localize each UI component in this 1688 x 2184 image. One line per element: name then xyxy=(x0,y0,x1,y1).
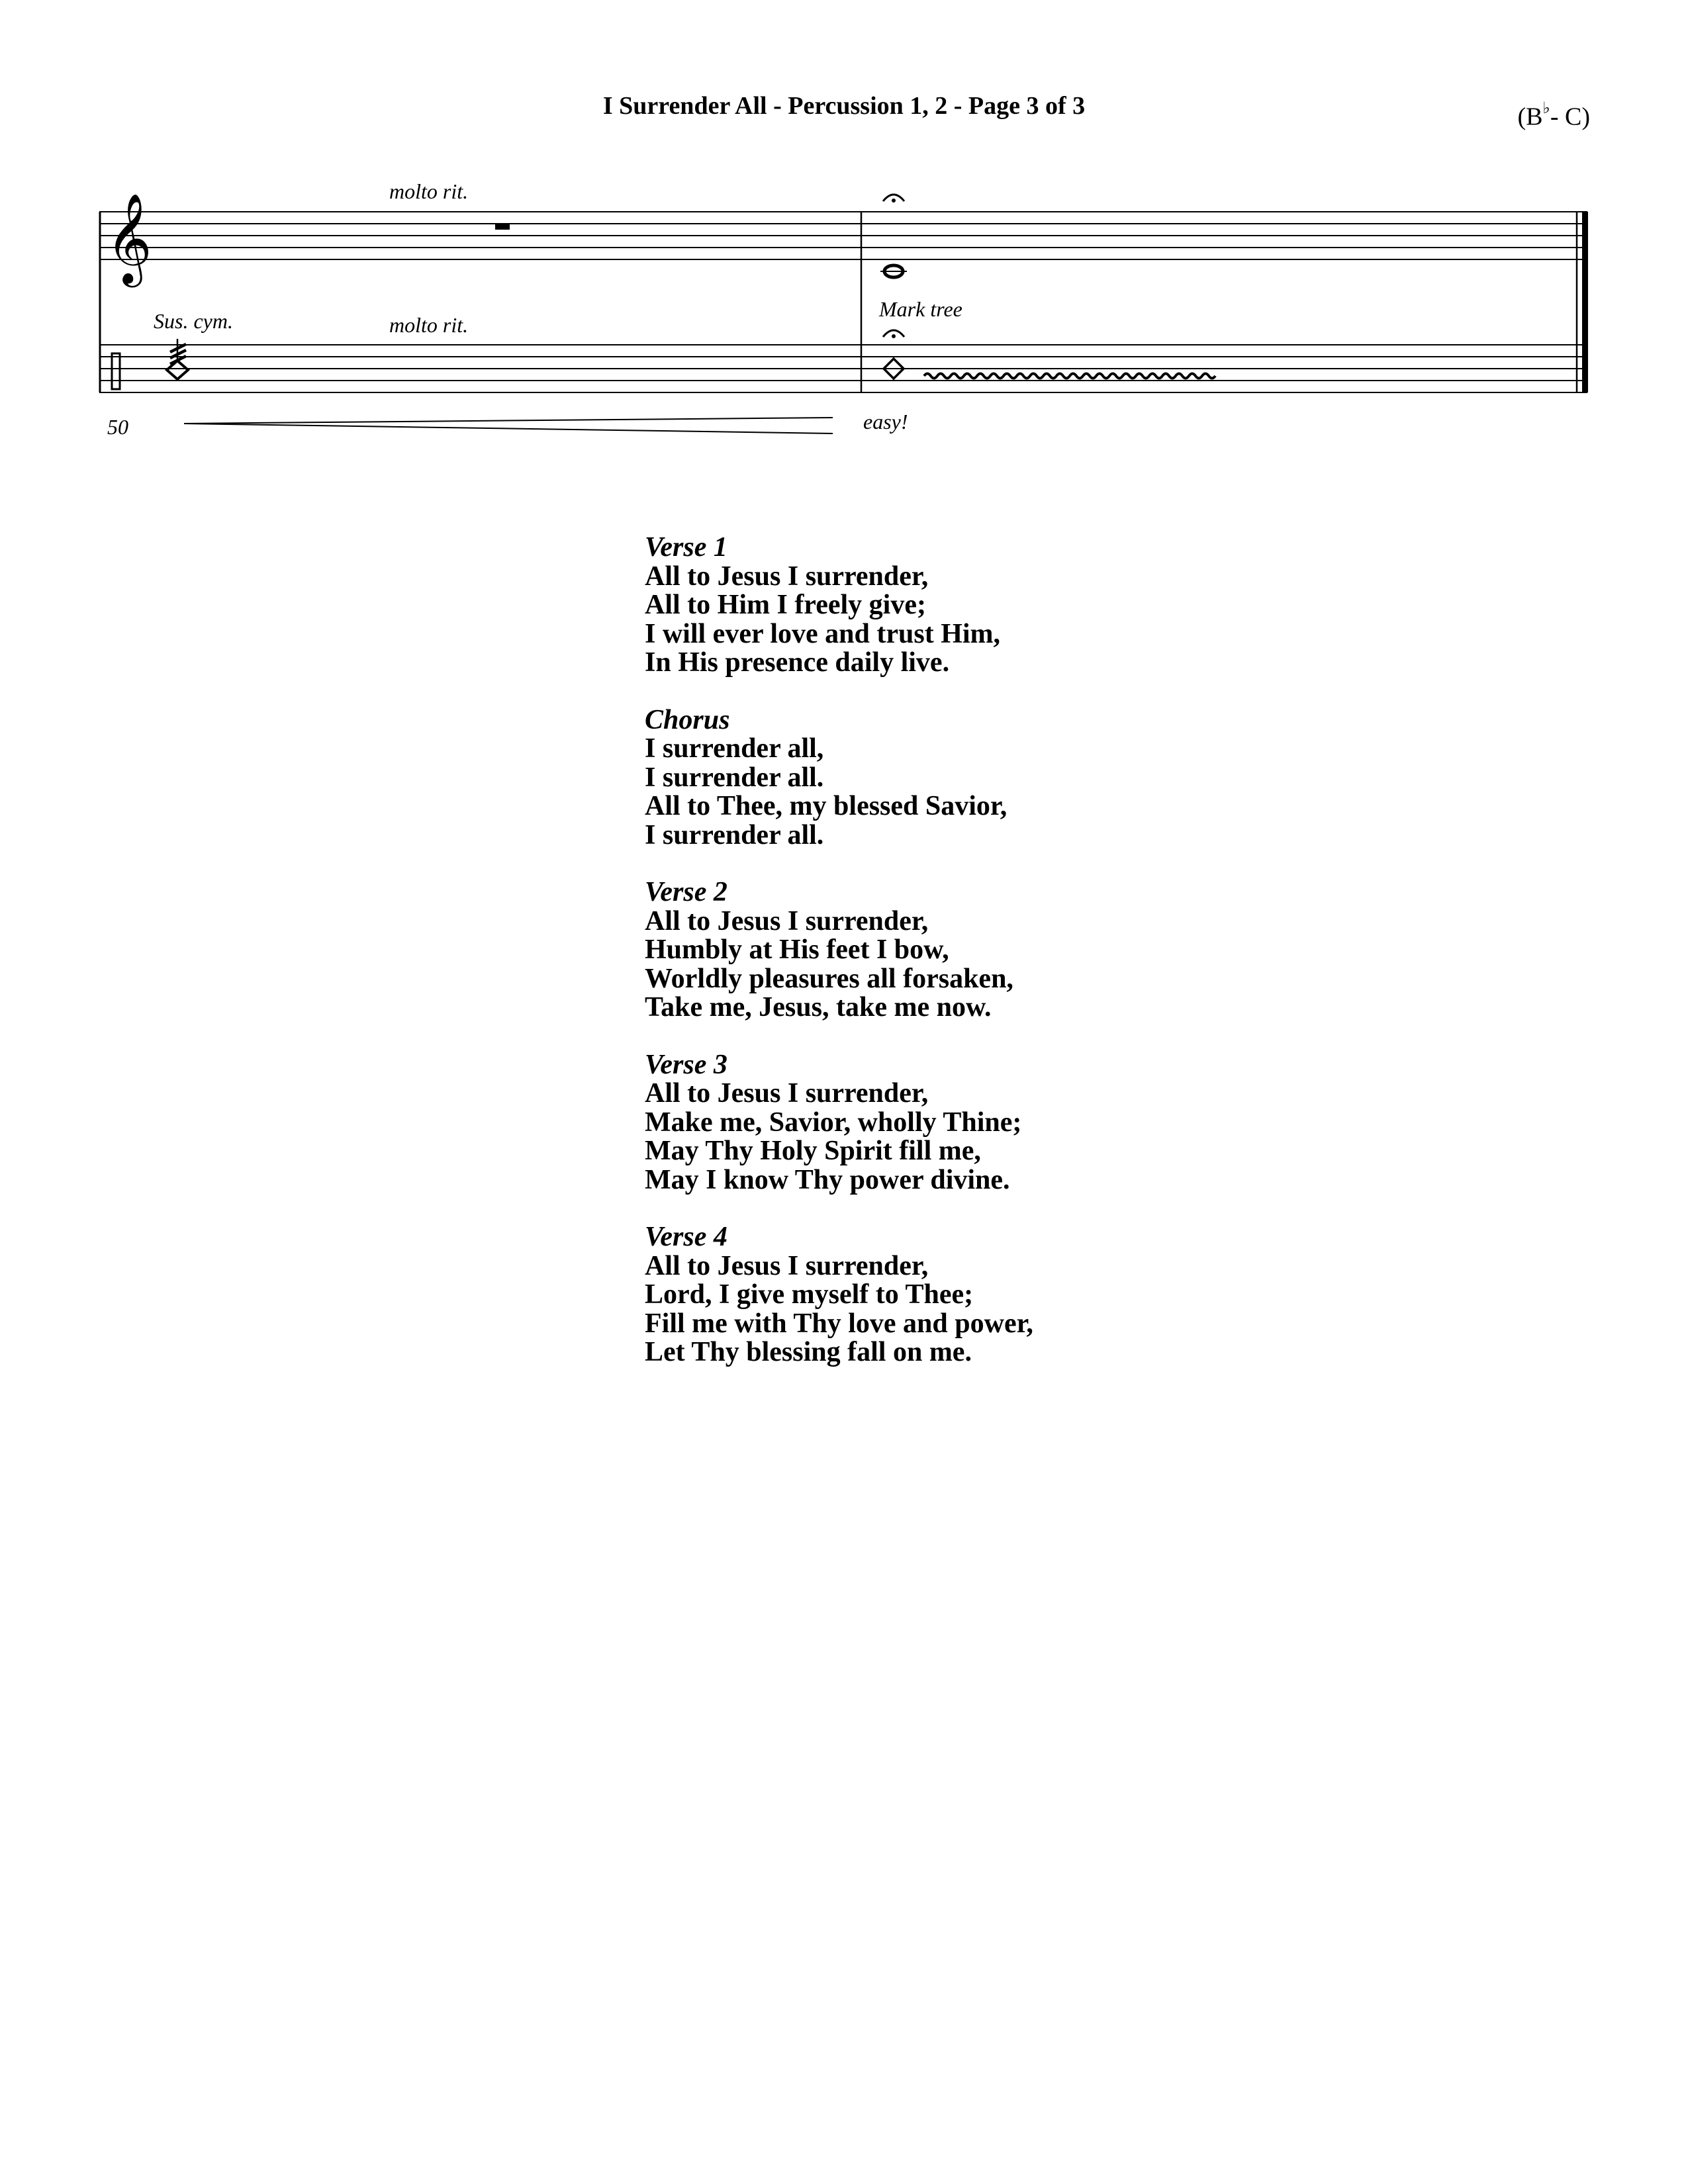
whole-note xyxy=(880,265,907,277)
lyric-line: Worldly pleasures all forsaken, xyxy=(645,963,1013,994)
lyric-line: May I know Thy power divine. xyxy=(645,1164,1010,1195)
lyric-line: All to Thee, my blessed Savior, xyxy=(645,791,1008,821)
lyric-line: I will ever love and trust Him, xyxy=(645,618,1001,649)
lyric-line: Lord, I give myself to Thee; xyxy=(645,1279,974,1310)
whole-rest xyxy=(495,224,510,230)
lyric-line: Humbly at His feet I bow, xyxy=(645,934,949,965)
stanza-verse-3 xyxy=(645,1051,1241,1195)
lyric-line: I surrender all. xyxy=(645,819,824,850)
tempo-marking-staff-1: molto rit. xyxy=(389,179,469,203)
music-score xyxy=(0,0,1688,477)
lyric-line: May Thy Holy Spirit fill me, xyxy=(645,1136,981,1166)
fermata-2 xyxy=(883,330,904,338)
lyric-line: All to Jesus I surrender, xyxy=(645,561,929,592)
lyric-line: All to Jesus I surrender, xyxy=(645,1250,929,1281)
decrescendo-hairpin xyxy=(184,418,833,433)
lyric-line: All to Jesus I surrender, xyxy=(645,1078,929,1109)
staff-2 xyxy=(99,345,1587,392)
staff-1 xyxy=(99,212,1587,259)
final-thick-barline xyxy=(1582,212,1588,392)
dynamic-text: easy! xyxy=(863,410,908,433)
fermata-1 xyxy=(883,195,904,203)
key-prefix: (B xyxy=(1517,103,1543,131)
instrument-label-mark-tree: Mark tree xyxy=(879,297,962,321)
stanza-verse-1 xyxy=(645,533,1241,678)
stanza-verse-4 xyxy=(645,1223,1241,1367)
flat-sign: ♭ xyxy=(1542,100,1550,117)
lyric-line: All to Jesus I surrender, xyxy=(645,905,929,936)
lyric-line: All to Him I freely give; xyxy=(645,590,926,620)
key-suffix: - C) xyxy=(1550,103,1590,131)
stanza-heading: Verse 1 xyxy=(645,532,727,563)
percussion-clef xyxy=(112,353,120,389)
lyric-line: I surrender all. xyxy=(645,762,824,793)
lyrics-block xyxy=(645,533,1241,1396)
stanza-verse-2 xyxy=(645,878,1241,1023)
lyric-line: Fill me with Thy love and power, xyxy=(645,1308,1033,1339)
lyric-line: Let Thy blessing fall on me. xyxy=(645,1337,972,1367)
lyric-line: I surrender all, xyxy=(645,733,824,764)
measure-number: 50 xyxy=(107,415,128,439)
glissando-wavy-line xyxy=(924,374,1215,379)
instrument-label-sus-cym: Sus. cym. xyxy=(154,309,233,333)
lyric-line: In His presence daily live. xyxy=(645,647,950,678)
stanza-heading: Verse 4 xyxy=(645,1222,727,1252)
stanza-heading: Verse 2 xyxy=(645,877,727,907)
page-title: I Surrender All - Percussion 1, 2 - Page 3 of 3 xyxy=(602,92,1086,120)
lyric-line: Make me, Savior, wholly Thine; xyxy=(645,1107,1022,1138)
stanza-heading: Chorus xyxy=(645,704,730,735)
tempo-marking-staff-2: molto rit. xyxy=(389,313,469,337)
lyric-line: Take me, Jesus, take me now. xyxy=(645,992,992,1023)
treble-clef: 𝄞 xyxy=(106,192,152,283)
stanza-heading: Verse 3 xyxy=(645,1049,727,1080)
stanza-chorus xyxy=(645,706,1241,850)
